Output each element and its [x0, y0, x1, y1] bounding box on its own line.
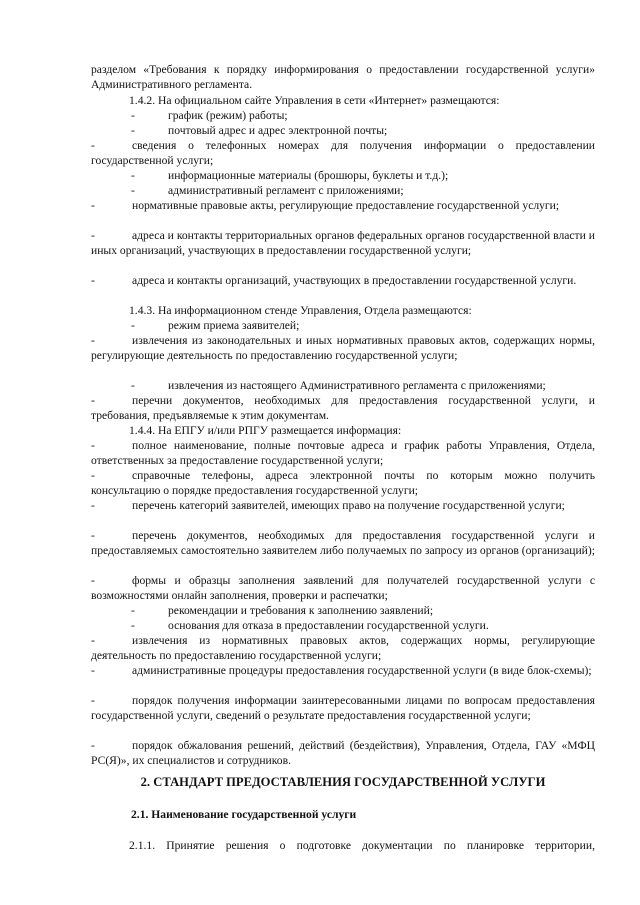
dash-marker: -: [131, 109, 135, 122]
paragraph-2-1-1: 2.1.1. Принятие решения о подготовке документации по планировке территории,: [129, 839, 595, 852]
dash-marker: -: [91, 634, 95, 647]
list-item-text: порядок получения информации заинтересованными лицами по вопросам предоставления государственной услуги, сведений о результате предоставления государственной услуги;: [91, 694, 595, 723]
paragraph-intro: разделом «Требования к порядку информирования о предоставлении государственной услуги» Административного регламента.: [91, 63, 595, 92]
list-item-text: формы и образцы заполнения заявлений для получателей государственной услуги с возможностями онлайн заполнения, проверки и распечатки;: [91, 574, 595, 603]
dash-marker: -: [91, 274, 95, 287]
list-item-text: режим приема заявителей;: [168, 319, 300, 332]
dash-marker: -: [91, 229, 95, 242]
dash-marker: -: [91, 664, 95, 677]
section-1-4-3-heading: 1.4.3. На информационном стенде Управления, Отдела размещаются:: [129, 304, 472, 317]
list-item-text: основания для отказа в предоставлении государственной услуги.: [168, 619, 489, 632]
list-item: [91, 693, 595, 723]
dash-marker: -: [91, 334, 95, 347]
list-item: [91, 633, 595, 663]
dash-marker: -: [131, 319, 135, 332]
list-item: [91, 333, 595, 363]
list-item-text: справочные телефоны, адреса электронной почты по которым можно получить консультацию о порядке предоставления государственной услуги;: [91, 469, 595, 498]
list-item-text: порядок обжалования решений, действий (бездействия), Управления, Отдела, ГАУ «МФЦ РС(Я)», их специалистов и сотрудников.: [91, 739, 595, 768]
list-item-text: административный регламент с приложениями;: [168, 184, 404, 197]
dash-marker: -: [131, 604, 135, 617]
list-item: [91, 468, 595, 498]
list-item-text: график (режим) работы;: [168, 109, 288, 122]
list-item: [91, 528, 595, 558]
list-item: [91, 198, 595, 213]
list-item-text: извлечения из нормативных правовых актов, содержащих нормы, регулирующие деятельность по предоставлению государственной услуги;: [91, 634, 595, 663]
list-item-text: рекомендации и требования к заполнению заявлений;: [168, 604, 434, 617]
section-1-4-2-heading: 1.4.2. На официальном сайте Управления в сети «Интернет» размещаются:: [129, 94, 500, 107]
dash-marker: -: [91, 529, 95, 542]
list-item-text: перечни документов, необходимых для предоставления государственной услуги, и требования, предъявляемые к этим документам.: [91, 394, 595, 423]
dash-marker: -: [131, 184, 135, 197]
list-item-text: адреса и контакты территориальных органов федеральных органов государственной власти и иных организаций, участвующих в предоставлении государственной услуги;: [91, 229, 595, 258]
dash-marker: -: [91, 439, 95, 452]
list-item-text: перечень документов, необходимых для предоставления государственной услуги и предоставляемых самостоятельно заявителем либо получаемых по запросу из органов (организаций);: [91, 529, 595, 558]
list-item: [91, 663, 595, 678]
dash-marker: -: [131, 619, 135, 632]
list-item: [91, 738, 595, 768]
chapter-heading: 2. СТАНДАРТ ПРЕДОСТАВЛЕНИЯ ГОСУДАРСТВЕННОЙ УСЛУГИ: [140, 775, 546, 789]
section-1-4-4-heading: 1.4.4. На ЕПГУ и/или РПГУ размещается информация:: [129, 424, 402, 437]
list-item-text: извлечения из настоящего Административного регламента с приложениями;: [168, 379, 546, 392]
dash-marker: -: [91, 469, 95, 482]
list-item: [91, 438, 595, 468]
list-item: [91, 393, 595, 423]
list-item-text: информационные материалы (брошюры, буклеты и т.д.);: [168, 169, 449, 182]
list-item-text: почтовый адрес и адрес электронной почты;: [168, 124, 388, 137]
list-item: [91, 228, 595, 258]
dash-marker: -: [91, 499, 95, 512]
list-item: [91, 138, 595, 168]
list-item-text: административные процедуры предоставления государственной услуги (в виде блок-схемы);: [132, 664, 592, 677]
list-item: [91, 273, 595, 288]
dash-marker: -: [131, 169, 135, 182]
dash-marker: -: [91, 574, 95, 587]
list-item-text: сведения о телефонных номерах для получения информации о предоставлении государственной услуги;: [91, 139, 595, 168]
dash-marker: -: [131, 379, 135, 392]
list-item-text: адреса и контакты организаций, участвующих в предоставлении государственной услуги.: [132, 274, 577, 287]
dash-marker: -: [91, 739, 95, 752]
dash-marker: -: [91, 139, 95, 152]
subsection-heading: 2.1. Наименование государственной услуги: [131, 808, 357, 821]
list-item-text: перечень категорий заявителей, имеющих право на получение государственной услуги;: [132, 499, 565, 512]
list-item-text: полное наименование, полные почтовые адреса и график работы Управления, Отдела, ответственных за предоставление государственной услуги;: [91, 439, 595, 468]
list-item-text: нормативные правовые акты, регулирующие предоставление государственной услуги;: [132, 199, 560, 212]
list-item: [91, 573, 595, 603]
dash-marker: -: [91, 394, 95, 407]
dash-marker: -: [91, 694, 95, 707]
dash-marker: -: [91, 199, 95, 212]
list-item: [91, 498, 595, 513]
dash-marker: -: [131, 124, 135, 137]
list-item-text: извлечения из законодательных и иных нормативных правовых актов, содержащих нормы, регулирующие деятельность по предоставлению государственной услуги;: [91, 334, 595, 363]
